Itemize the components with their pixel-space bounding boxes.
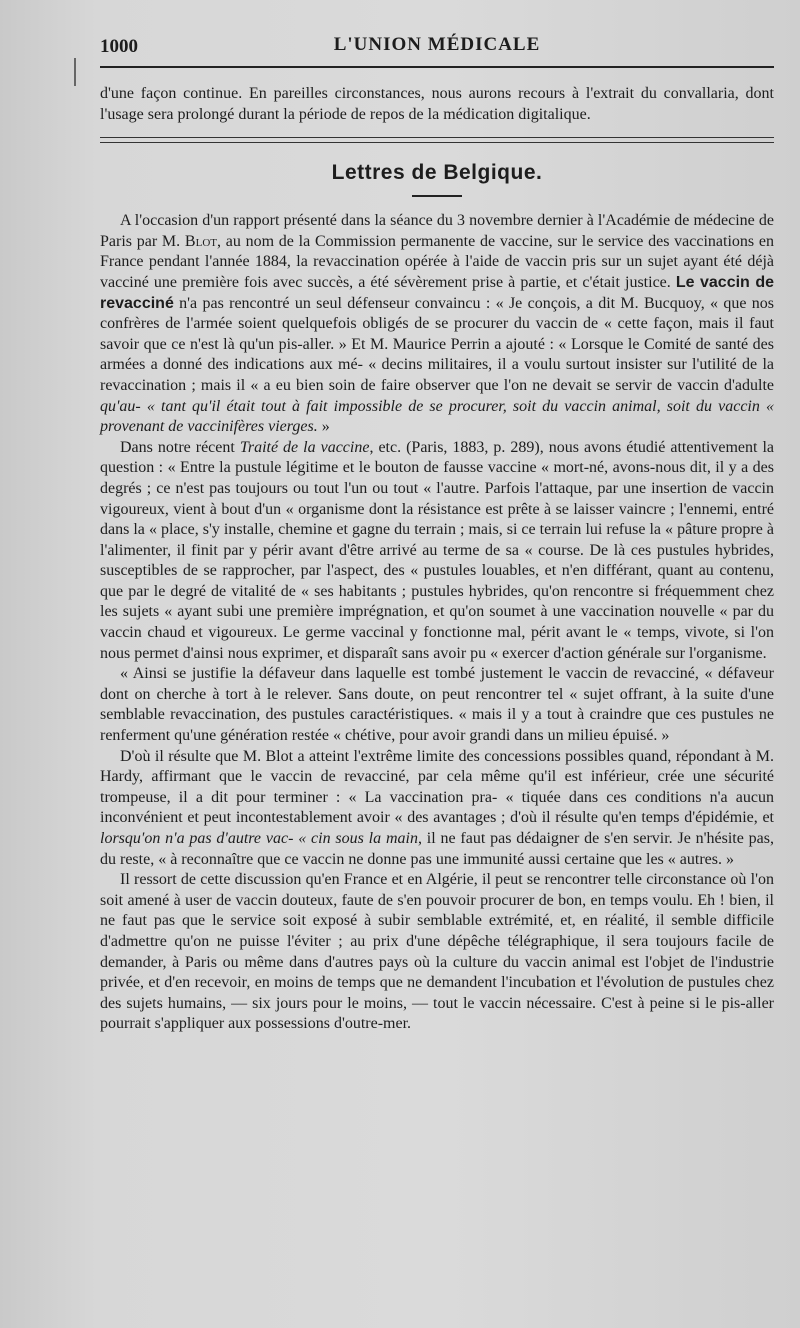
p4-text-a: D'où il résulte que M. Blot a atteint l'extrême limite des concessions possibles quand, répondant à M. Hardy, affirmant que le vaccin de revacciné, par cela même qu'il est inférieur, crée une sécurité trompeuse, il a dit pour terminer : « La vaccination pra- « tiquée dans ces conditions n'a aucun inconvénient et peut incontestablement avoir « des avantages ; d'où il résulte qu'en temps d'épidémie, et <box>100 747 774 827</box>
page-header <box>100 30 774 64</box>
p2-text-a: Dans notre récent <box>120 438 240 456</box>
margin-mark <box>74 58 76 86</box>
paragraph-2 <box>100 438 774 665</box>
running-title: L'UNION MÉDICALE <box>333 34 541 55</box>
article-title: Lettres de Belgique. <box>331 161 543 185</box>
page-body <box>100 84 774 1035</box>
paragraph-4 <box>100 747 774 871</box>
p1-text-d: » <box>317 418 330 436</box>
header-rule <box>100 66 774 68</box>
paragraph-3: « Ainsi se justifie la défaveur dans laquelle est tombé justement le vaccin de revacciné, « défaveur dont on cherche à tort à le relever. Sans doute, on peut rencontrer tel « sujet offrant, à la suite d'une semblable revaccination, des pustules caractéristiques. « mais il y a tout à craindre que ces pustules ne renferment qu'une génération restée « chétive, pour avoir grandi dans un milieu épuisé. » <box>100 665 774 745</box>
section-divider <box>100 137 774 143</box>
intro-paragraph: d'une façon continue. En pareilles circonstances, nous aurons recours à l'extrait du convallaria, dont l'usage sera prolongé durant la période de repos de la médication digitalique. <box>100 85 774 123</box>
p1-text-c: n'a pas rencontré un seul défenseur convaincu : « Je conçois, a dit M. Bucquoy, « que nos confrères de l'armée soient quelquefois obligés de se procurer du vaccin de « cette façon, mais il faut savoir que ce n'est là qu'un pis-aller. » Et M. Maurice Perrin a ajouté : « Lorsque le Comité de santé des armées a donné des indications aux mé- « decins militaires, il a voulu surtout insister sur l'utilité de la revaccination ; mais il « a eu bien soin de faire observer que l'on ne devait se servir de vaccin d'adulte <box>100 294 774 394</box>
title-rule <box>412 195 462 197</box>
p2-text-b: , etc. (Paris, 1883, p. 289), nous avons étudié attentivement la question : « Entre la pustule légitime et le bouton de fausse vaccine « mort-né, avons-nous dit, il y a des degrés ; ce n'est pas toujours ou tout l'un ou tout « l'autre. Parfois l'attaque, par une insertion de vaccin vigoureux, vient à bout d'un « organisme dont la résistance est prête à se laisser vaincre ; l'ennemi, entré dans la « place, s'y installe, chemine et gagne du terrain ; mais, si ce terrain lui refuse la « pâture propre à l'alimenter, il finit par y périr avant d'être arrivé au terme de sa « course. De là ces pustules hybrides, susceptibles de se rapprocher, par l'aspect, des « pustules louables, et n'en différant, quant au contenu, que par le degré de vitalité de « ses habitants ; pustules hybrides, qu'on rencontre si fréquemment chez les sujets « ayant subi une première imprégnation, et qu'on soumet à une vaccination nouvelle « par du vaccin chaud et vigoureux. Le germe vaccinal y fonctionne mal, périt avant le « temps, vivote, si l'on nous permet d'ainsi nous exprimer, et disparaît sans avoir pu « exercer d'action générale sur l'organisme. <box>100 438 774 662</box>
p4-text-b: , il ne faut pas dédaigner de s'en servir. Je n'hésite pas, du reste, « à reconnaître que ce vaccin ne donne pas une immunité aussi certaine que les « autres. » <box>100 830 774 868</box>
p1-italic-quote: qu'au- « tant qu'il était tout à fait impossible de se procurer, soit du vaccin animal, soit du vaccin « provenant de vaccinifères vierges. <box>100 397 774 436</box>
paragraph-1 <box>100 211 774 438</box>
p1-text-b: , au nom de la Commission permanente de vaccine, sur le service des vaccinations en France pendant l'année 1884, la revaccination opérée à l'aide de vaccin pris sur un sujet ayant été déjà vacciné une première fois avec succès, a été sévèrement prise à partie, et c'était justice. <box>100 232 775 291</box>
p1-bold-phrase: Le vaccin de revacciné <box>100 273 774 312</box>
paragraph-5: Il ressort de cette discussion qu'en France et en Algérie, il peut se rencontrer telle circonstance où l'on soit amené à user de vaccin douteux, faute de s'en pouvoir procurer de bon, en temps voulu. Eh ! bien, il ne faut pas que le service soit exposé à subir semblable extrémité, et, en réalité, il semble difficile d'admettre qu'on ne puisse l'éviter ; au prix d'une dépêche télégraphique, il sera toujours facile de demander, à Paris ou même dans d'autres pays où la culture du vaccin animal est l'objet de l'industrie privée, et d'en recevoir, en moins de temps que ne demandent l'incubation et l'évolution de pustules chez des sujets humains, — six jours pour le moins, — tout le vaccin nécessaire. C'est à peine si le pis-aller pourrait s'appliquer aux possessions d'outre-mer. <box>100 871 774 1033</box>
author-name-blot: Blot <box>184 232 217 250</box>
p4-italic-phrase: lorsqu'on n'a pas d'autre vac- « cin sous la main <box>100 830 418 847</box>
p1-text-a: A l'occasion d'un rapport présenté dans la séance du 3 novembre dernier à l'Académie de médecine de Paris par M. <box>100 212 774 250</box>
p2-book-title: Traité de la vaccine <box>239 438 370 456</box>
page-number: 1000 <box>100 36 138 57</box>
